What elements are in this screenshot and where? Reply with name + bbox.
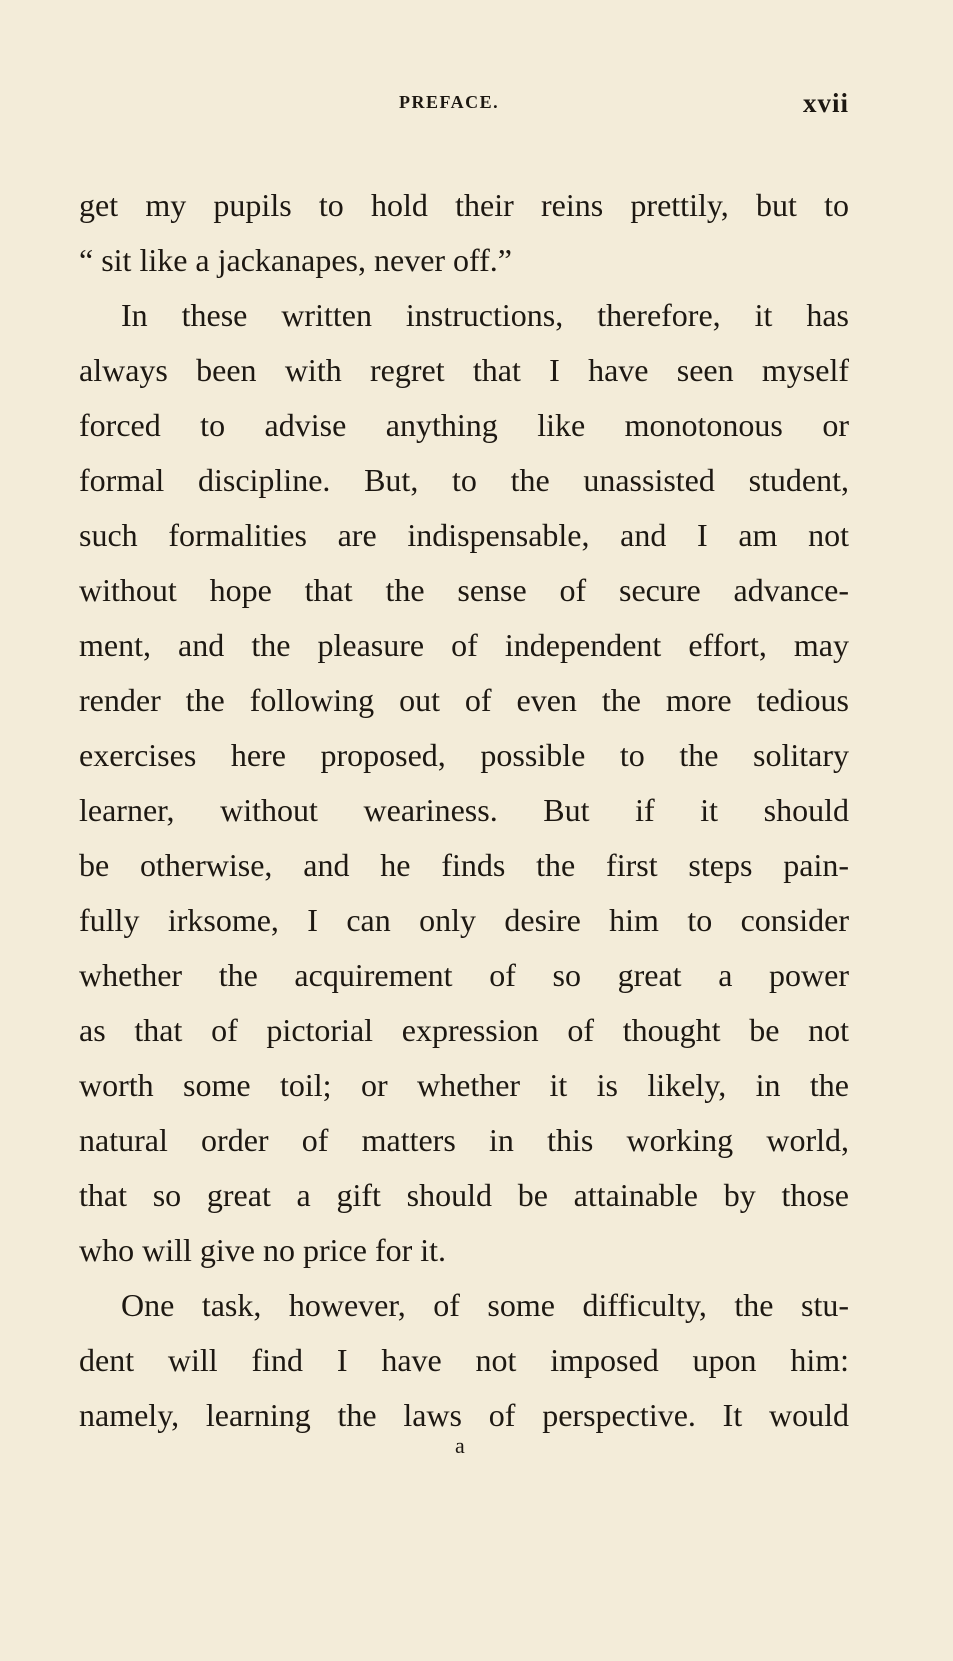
text-line: be otherwise, and he finds the first steps pain- — [79, 847, 849, 883]
text-line: natural order of matters in this working world, — [79, 1122, 849, 1158]
text-line: namely, learning the laws of perspective. It would — [79, 1397, 849, 1433]
text-line: fully irksome, I can only desire him to consider — [79, 902, 849, 938]
text-line: formal discipline. But, to the unassisted student, — [79, 462, 849, 498]
text-line: render the following out of even the more tedious — [79, 682, 849, 718]
running-title: PREFACE. — [399, 92, 500, 112]
text-line: dent will find I have not imposed upon him: — [79, 1342, 849, 1378]
text-line: forced to advise anything like monotonous or — [79, 407, 849, 443]
paragraph-first-line: One task, however, of some difficulty, the stu- — [121, 1287, 849, 1323]
text-line: whether the acquirement of so great a power — [79, 957, 849, 993]
text-line: get my pupils to hold their reins prettily, but to — [79, 187, 849, 223]
text-line: exercises here proposed, possible to the solitary — [79, 737, 849, 773]
text-line: “ sit like a jackanapes, never off.” — [79, 242, 512, 278]
text-line: as that of pictorial expression of thought be not — [79, 1012, 849, 1048]
paragraph-first-line: In these written instructions, therefore, it has — [121, 297, 849, 333]
body-text — [79, 178, 849, 1443]
text-line: learner, without weariness. But if it should — [79, 792, 849, 828]
text-line: without hope that the sense of secure advance- — [79, 572, 849, 608]
text-line: such formalities are indispensable, and I am not — [79, 517, 849, 553]
text-line: always been with regret that I have seen myself — [79, 352, 849, 388]
running-head — [79, 88, 849, 122]
page-number: xvii — [802, 88, 849, 118]
signature-mark: a — [455, 1433, 465, 1458]
text-line: worth some toil; or whether it is likely, in the — [79, 1067, 849, 1103]
text-line: who will give no price for it. — [79, 1232, 447, 1268]
text-line: ment, and the pleasure of independent effort, may — [79, 627, 849, 663]
text-line: that so great a gift should be attainable by those — [79, 1177, 849, 1213]
